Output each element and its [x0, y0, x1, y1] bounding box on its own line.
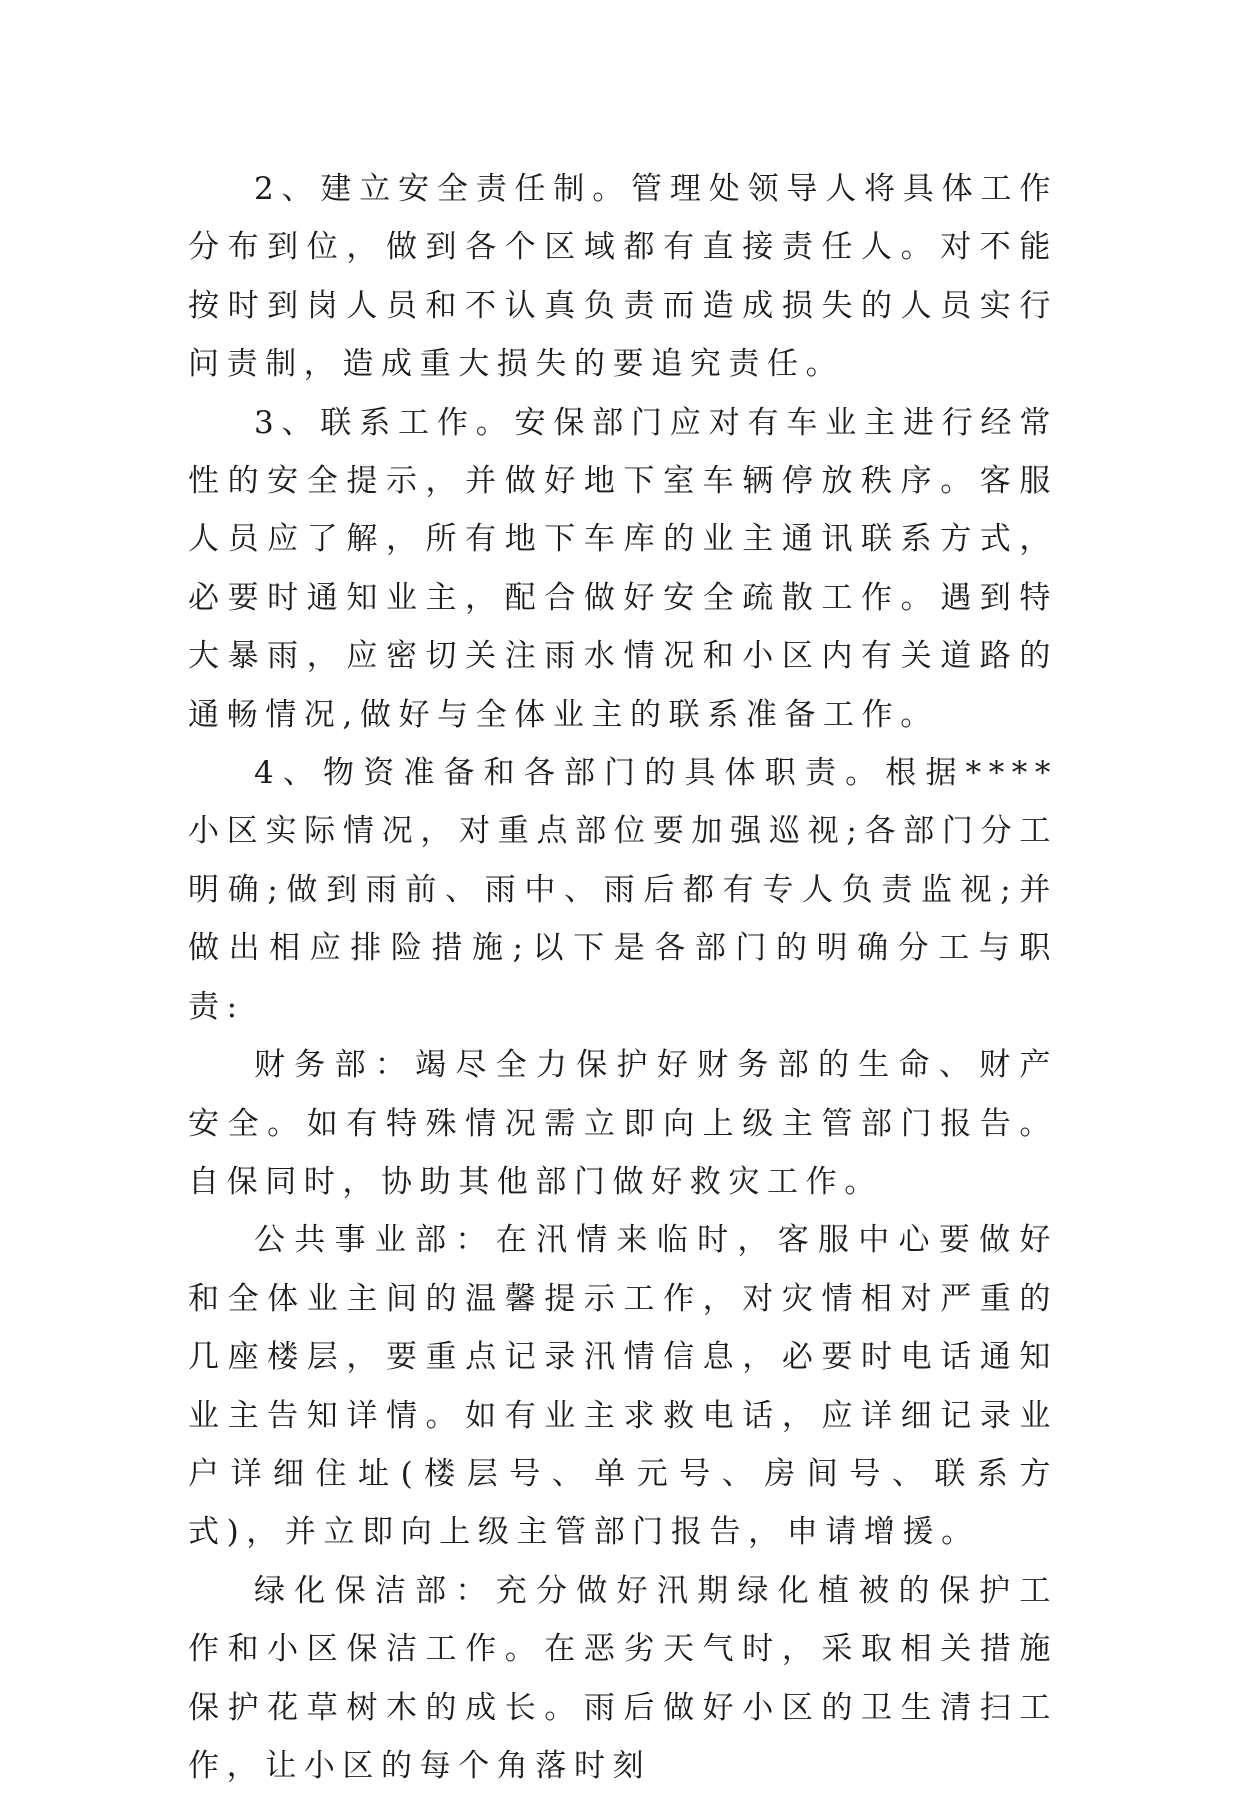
paragraph-greening-cleaning-department: 绿化保洁部：充分做好汛期绿化植被的保护工作和小区保洁工作。在恶劣天气时，采取相关措施保护花草树木的成长。雨后做好小区的卫生清扫工作，让小区的每个角落时刻 — [188, 1572, 1058, 1784]
paragraph-liaison-work: 3、联系工作。安保部门应对有车业主进行经常性的安全提示，并做好地下室车辆停放秩序。客服人员应了解，所有地下车库的业主通讯联系方式，必要时通知业主，配合做好安全疏散工作。遇到特大暴雨，应密切关注雨水情况和小区内有关道路的通畅情况,做好与全体业主的联系准备工作。 — [188, 404, 1058, 733]
paragraph-finance-department: 财务部：竭尽全力保护好财务部的生命、财产安全。如有特殊情况需立即向上级主管部门报告。自保同时，协助其他部门做好救灾工作。 — [188, 1047, 1058, 1200]
paragraph-security-responsibility: 2、建立安全责任制。管理处领导人将具体工作分布到位，做到各个区域都有直接责任人。对不能按时到岗人员和不认真负责而造成损失的人员实行问责制，造成重大损失的要追究责任。 — [188, 171, 1058, 383]
paragraph-public-affairs-department: 公共事业部：在汛情来临时，客服中心要做好和全体业主间的温馨提示工作，对灾情相对严重的几座楼层，要重点记录汛情信息，必要时电话通知业主告知详情。如有业主求救电话，应详细记录业户详细住址(楼层号、单元号、房间号、联系方式)，并立即向上级主管部门报告，申请增援。 — [188, 1222, 1058, 1551]
paragraph-supplies-and-duties: 4、物资准备和各部门的具体职责。根据****小区实际情况，对重点部位要加强巡视;各部门分工明确;做到雨前、雨中、雨后都有专人负责监视;并做出相应排险措施;以下是各部门的明确分工与职责: — [188, 755, 1058, 1025]
document-body — [188, 160, 1058, 1795]
